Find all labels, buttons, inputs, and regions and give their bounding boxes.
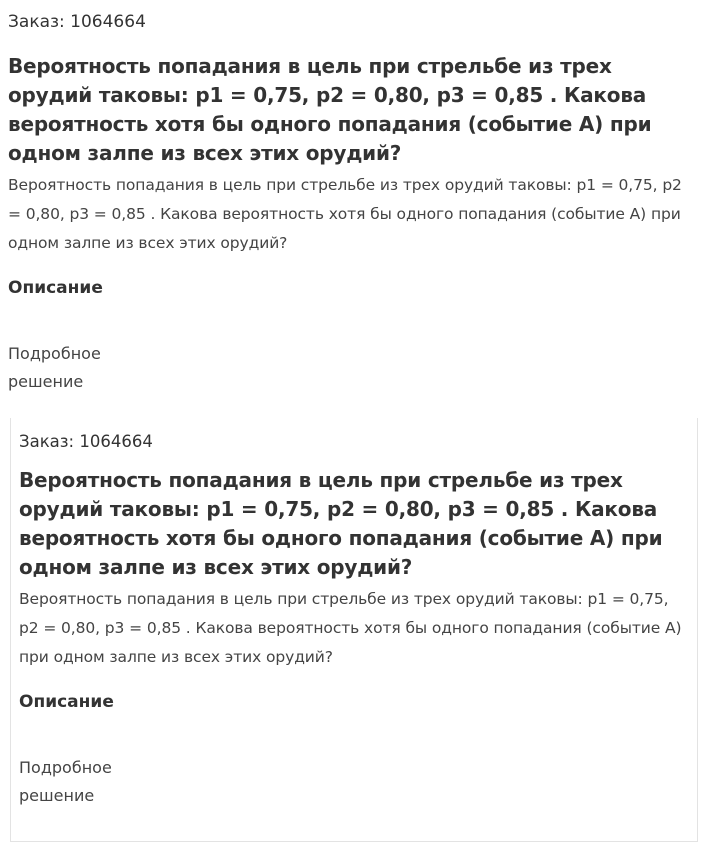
task-title: Вероятность попадания в цель при стрельбе из трех орудий таковы: p1 = 0,75, p2 = 0,80, p3 = 0,85 . Какова вероятность хотя бы одного попадания (событие A) при одном залпе из всех этих орудий?: [19, 468, 663, 579]
task-title: Вероятность попадания в цель при стрельбе из трех орудий таковы: p1 = 0,75, p2 = 0,80, p3 = 0,85 . Какова вероятность хотя бы одного попадания (событие A) при одном залпе из всех этих орудий?: [8, 54, 652, 165]
detailed-solution-label: Подробное решение: [19, 758, 112, 805]
order-block-primary: [0, 0, 701, 412]
task-description-text: Вероятность попадания в цель при стрельбе из трех орудий таковы: p1 = 0,75, p2 = 0,80, p3 = 0,85 . Какова вероятность хотя бы одного попадания (событие A) при одном залпе из всех этих орудий?: [8, 176, 682, 252]
order-number-label: Заказ: 1064664: [8, 12, 146, 32]
task-description-text: Вероятность попадания в цель при стрельбе из трех орудий таковы: p1 = 0,75, p2 = 0,80, p3 = 0,85 . Какова вероятность хотя бы одного попадания (событие A) при одном залпе из всех этих орудий?: [19, 590, 682, 666]
description-heading: Описание: [19, 692, 114, 712]
order-block-secondary: [10, 418, 698, 842]
order-number-label: Заказ: 1064664: [19, 432, 153, 451]
description-heading: Описание: [8, 278, 103, 298]
detailed-solution-label: Подробное решение: [8, 344, 101, 391]
